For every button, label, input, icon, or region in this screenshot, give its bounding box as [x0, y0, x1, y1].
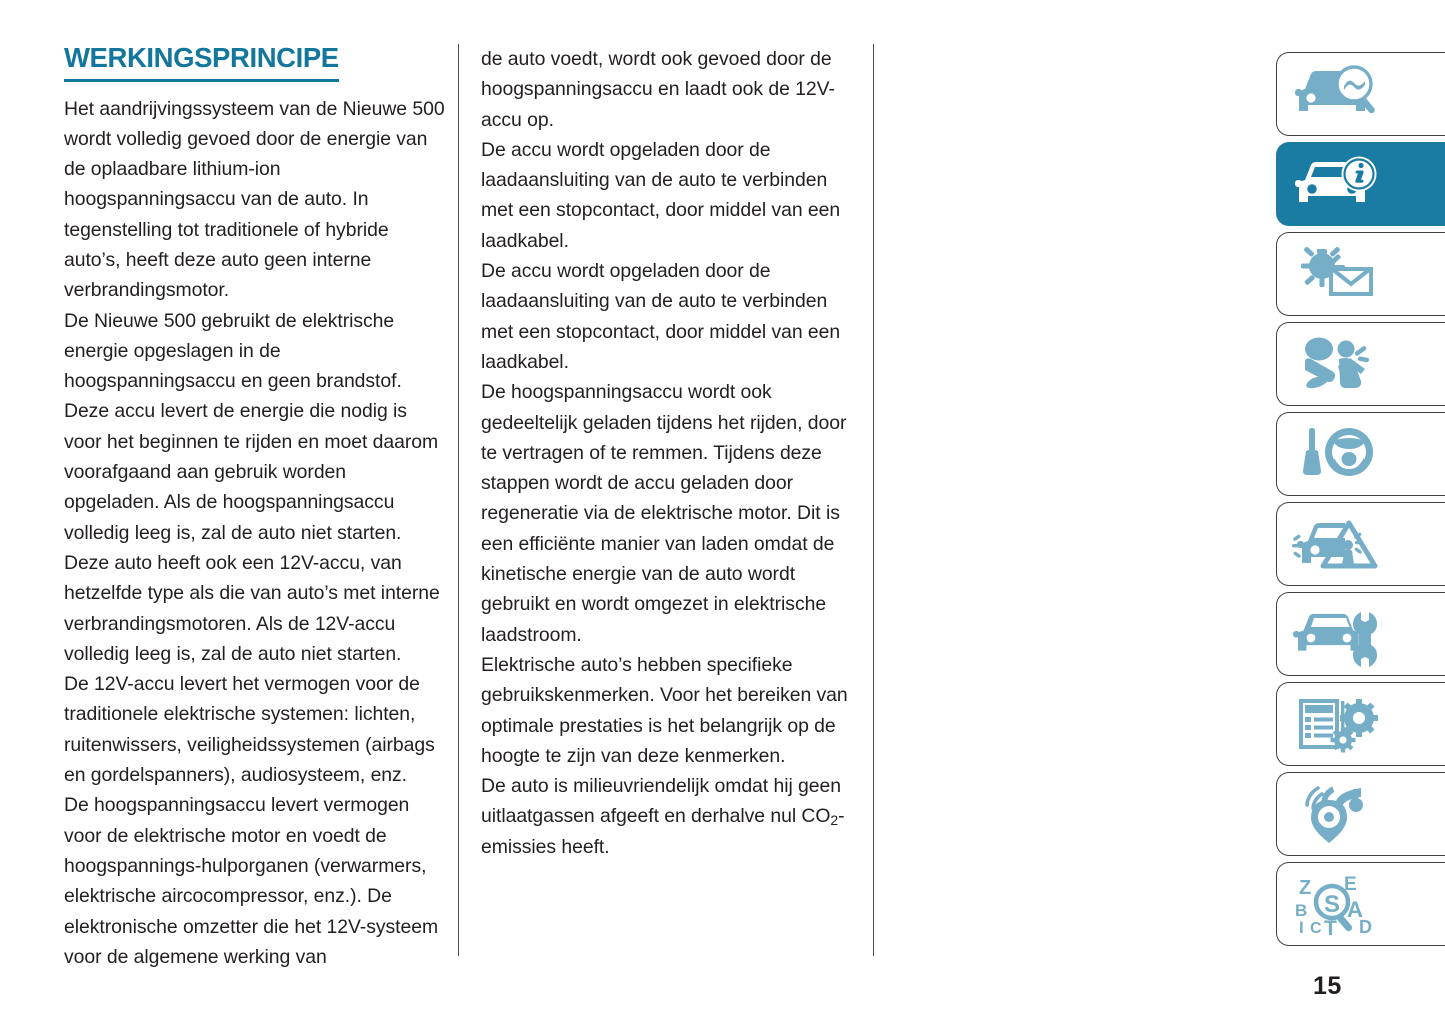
car-wrench-icon	[1291, 601, 1383, 667]
co2-text-after: -emissies heeft.	[481, 805, 845, 858]
paragraph: de auto voedt, wordt ook gevoed door de hoogspanningsaccu en laadt ook de 12V-accu op.	[481, 48, 835, 131]
svg-text:A: A	[1347, 897, 1363, 922]
music-wifi-pin-icon	[1291, 781, 1383, 847]
paragraph: Het aandrijvingssysteem van de Nieuwe 500 wordt volledig gevoed door de energie van de oplaadbare lithium-ion hoogspanningsaccu van de auto. In tegenstelling tot traditionele of hybride auto’s, heeft deze auto geen interne verbrandingsmotor.	[64, 97, 445, 302]
sidebar-tab-technische-gegevens[interactable]	[1276, 682, 1445, 766]
svg-text:S: S	[1324, 891, 1341, 918]
sidebar-tab-leren-kennen[interactable]	[1276, 52, 1445, 136]
paragraph: De accu wordt opgeladen door de laadaansluiting van de auto te verbinden met een stopcontact, door middel van een laadkabel.	[481, 138, 841, 252]
left-text-column	[64, 44, 446, 972]
paragraph-co2	[481, 771, 863, 862]
svg-text:E: E	[1344, 874, 1357, 895]
warning-lamp-envelope-icon	[1291, 241, 1383, 307]
alphabet-magnifier-icon	[1291, 871, 1383, 937]
car-info-icon	[1291, 151, 1383, 217]
svg-text:B: B	[1295, 901, 1308, 920]
sidebar-tab-veiligheid[interactable]	[1276, 322, 1445, 406]
list-gears-icon	[1291, 691, 1383, 757]
car-warning-triangle-icon	[1291, 511, 1383, 577]
svg-text:C: C	[1310, 920, 1322, 937]
sidebar-tab-kennis-van-de-auto[interactable]	[1276, 142, 1445, 226]
gearshift-steeringwheel-icon	[1291, 421, 1383, 487]
paragraph: Deze auto heeft ook een 12V-accu, van hetzelfde type als die van auto’s met interne verbrandingsmotoren. Als de 12V-accu volledig leeg is, zal de auto niet starten.	[64, 551, 440, 665]
paragraph: Elektrische auto’s hebben specifieke gebruikskenmerken. Voor het bereiken van optimale prestaties is het belangrijk op de hoogte te zijn van deze kenmerken.	[481, 653, 848, 767]
sidebar-tab-multimedia[interactable]	[1276, 772, 1445, 856]
svg-text:Z: Z	[1299, 877, 1312, 899]
paragraph: De hoogspanningsaccu wordt ook gedeeltelijk geladen tijdens het rijden, door te vertragen of te remmen. Tijdens deze stappen wordt de accu geladen door regeneratie via de elektrische motor. Dit is een efficiënte manier van laden omdat de kinetische energie van de auto wordt gebruikt en wordt omgezet in elektrische laadstroom.	[481, 381, 847, 646]
page-number: 15	[1313, 972, 1342, 1000]
column-divider-left	[458, 44, 459, 956]
car-magnifier-icon	[1291, 61, 1383, 127]
airbag-seatbelt-icon	[1291, 331, 1383, 397]
page-title: WERKINGSPRINCIPE	[64, 44, 339, 82]
svg-text:D: D	[1359, 917, 1372, 937]
svg-text:I: I	[1299, 918, 1304, 937]
sidebar-tab-onderhoud-en-zorg[interactable]	[1276, 592, 1445, 676]
paragraph: De hoogspanningsaccu levert vermogen voor de elektrische motor en voedt de hoogspannings-hulporganen (verwarmers, elektrische aircocompressor, enz.). De elektronische omzetter die het 12V-systeem voor de algemene werking van	[64, 794, 439, 968]
paragraph: De accu wordt opgeladen door de laadaansluiting van de auto te verbinden met een stopcontact, door middel van een laadkabel.	[481, 260, 841, 373]
chapter-tab-sidebar	[1276, 52, 1445, 952]
paragraph: De Nieuwe 500 gebruikt de elektrische energie opgeslagen in de hoogspanningsaccu en geen brandstof. Deze accu levert de energie die nodig is voor het beginnen te rijden en moet daarom voorafgaand aan gebruik worden opgeladen. Als de hoogspanningsaccu volledig leeg is, zal de auto niet starten.	[64, 309, 439, 544]
right-text-column	[481, 44, 863, 862]
sidebar-tab-starten-en-rijden[interactable]	[1276, 412, 1445, 496]
column-divider-right	[873, 44, 874, 956]
co2-subscript: 2	[830, 812, 839, 829]
co2-text-before: De auto is milieuvriendelijk omdat hij geen uitlaatgassen afgeeft en derhalve nul CO	[481, 775, 841, 828]
svg-text:T: T	[1324, 917, 1337, 937]
paragraph: De 12V-accu levert het vermogen voor de traditionele elektrische systemen: lichten, ruitenwissers, veiligheidssystemen (airbags en gordelspanners), audiosysteem, enz.	[64, 673, 435, 787]
sidebar-tab-noodgevallen[interactable]	[1276, 502, 1445, 586]
sidebar-tab-alfabetisch-register[interactable]	[1276, 862, 1445, 946]
sidebar-tab-controlelampjes-en-meldingen[interactable]	[1276, 232, 1445, 316]
